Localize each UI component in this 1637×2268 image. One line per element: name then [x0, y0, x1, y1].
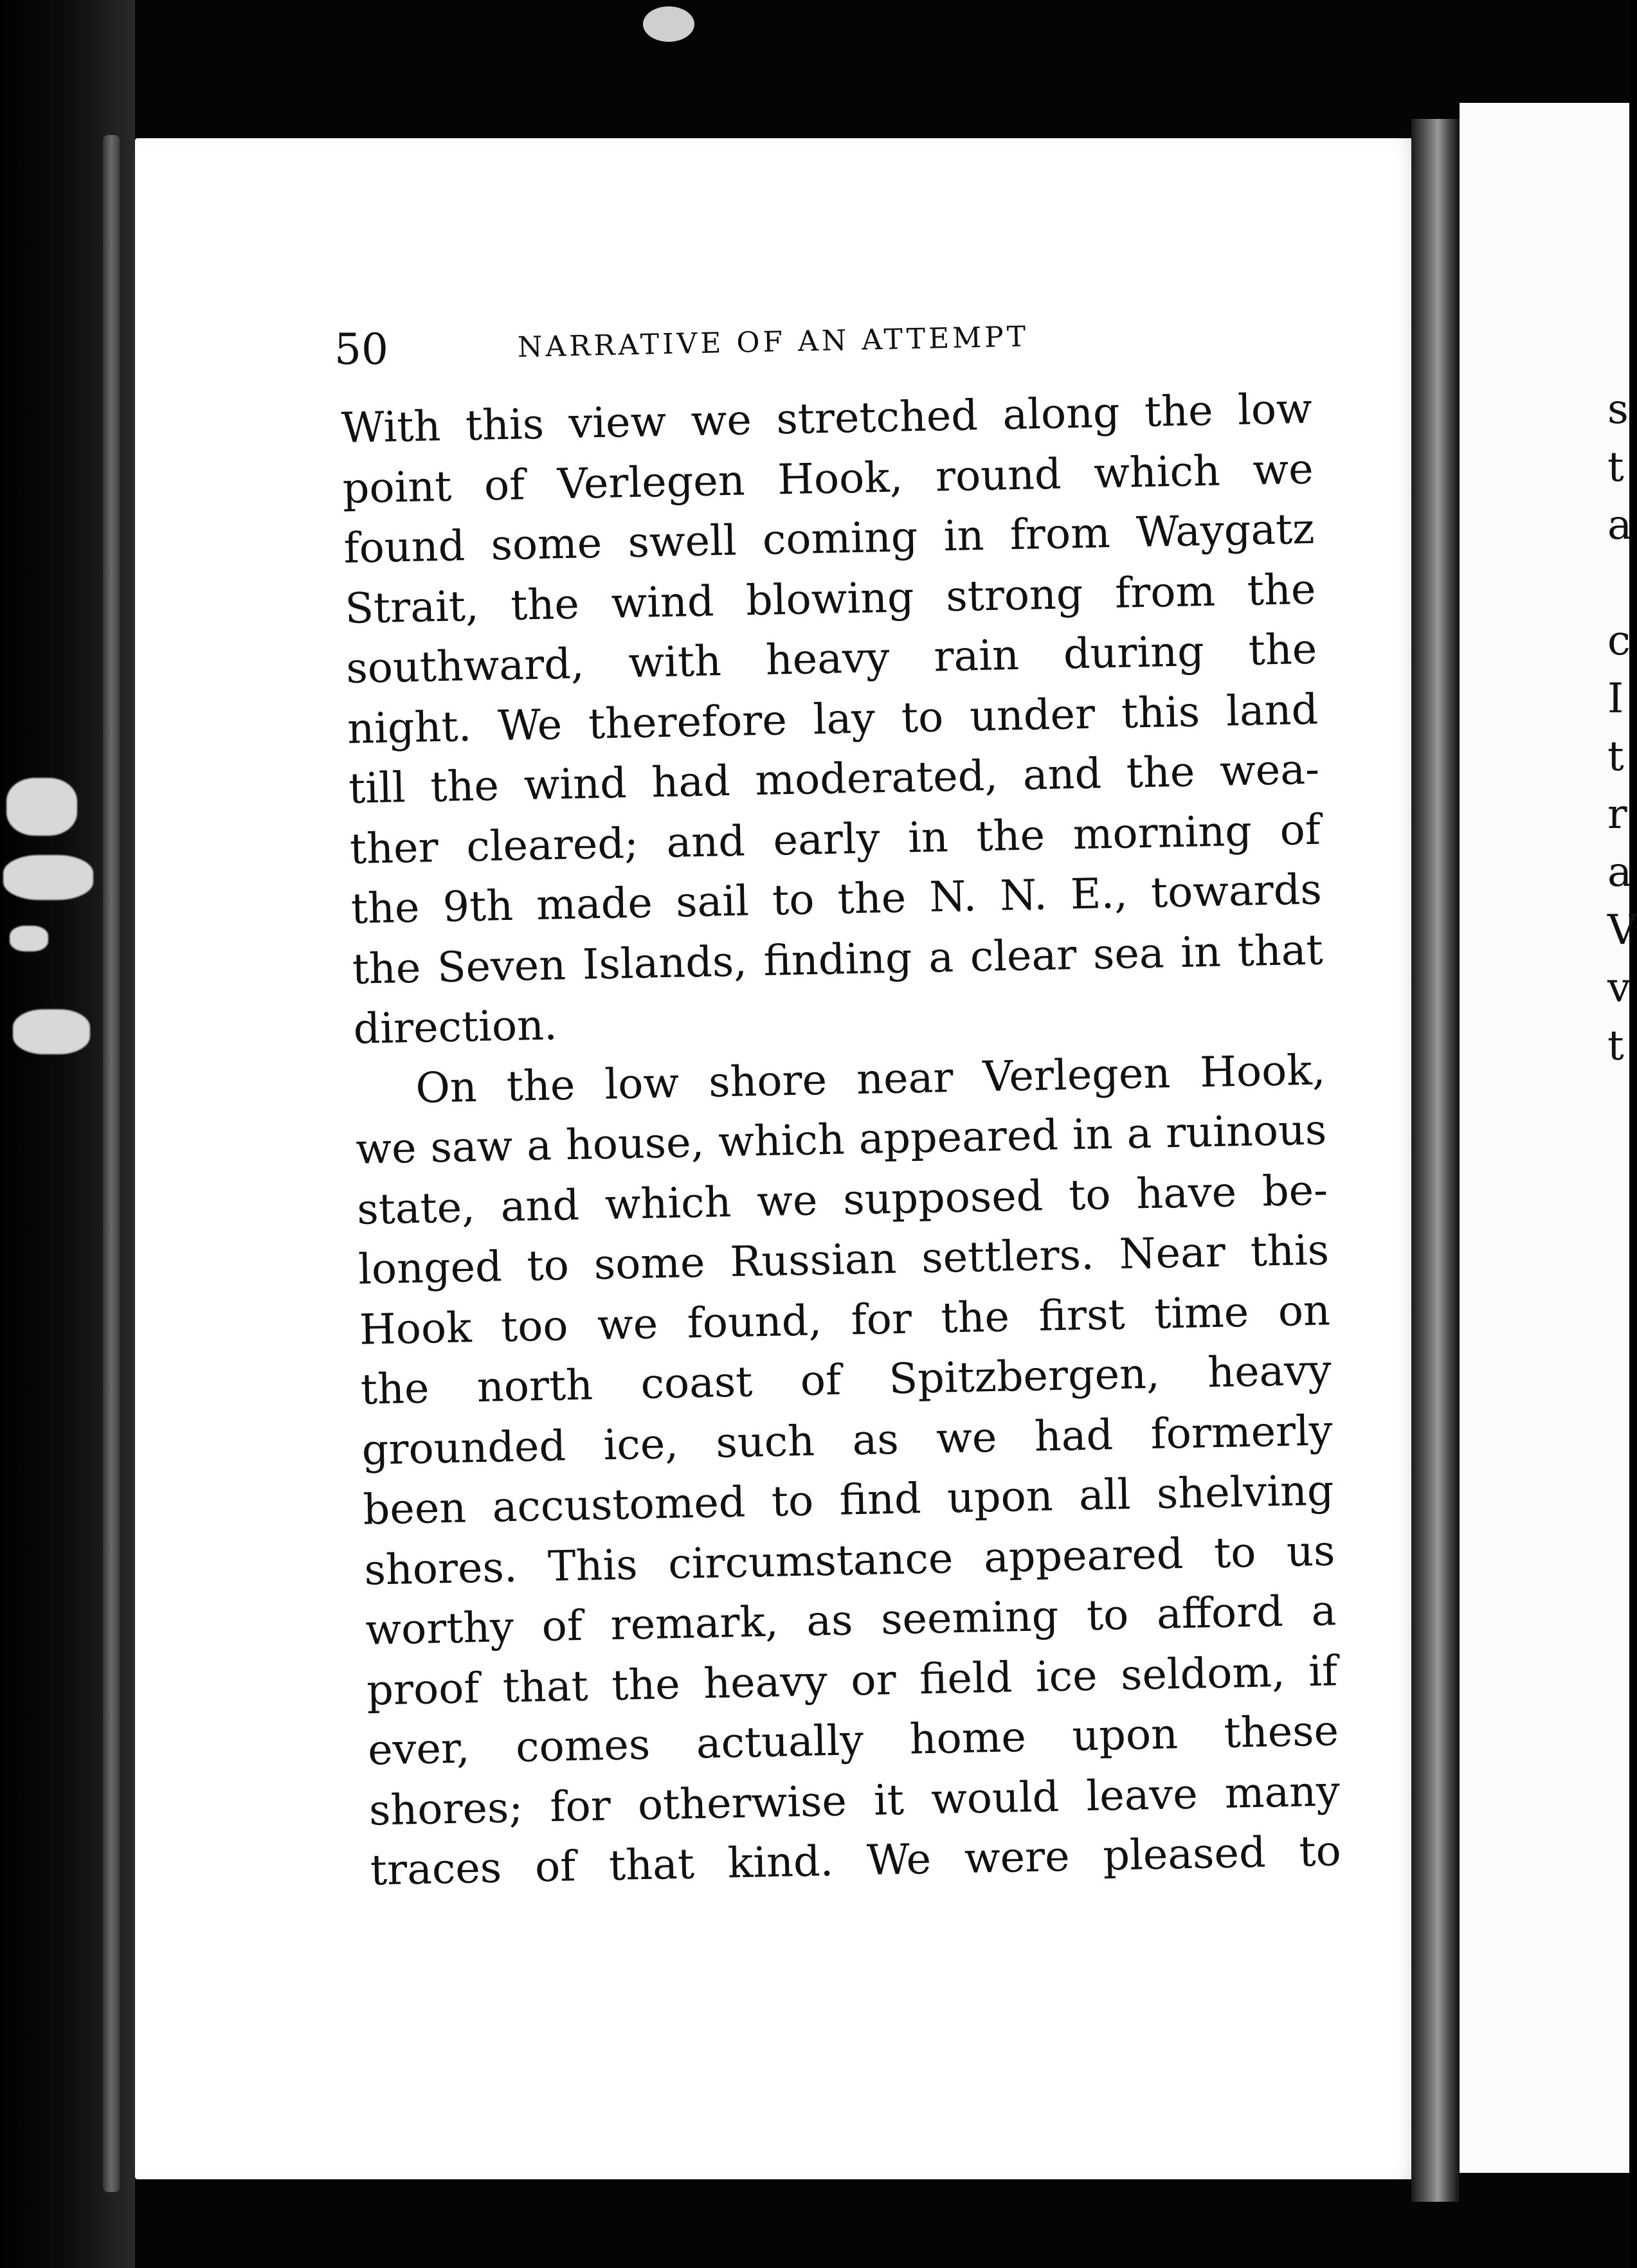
next-page-fragment: t	[1607, 444, 1624, 491]
next-page-fragment: t	[1607, 733, 1624, 780]
next-page-fragment: v	[1607, 964, 1631, 1012]
text-line: shores; for otherwise it would leave many	[368, 1767, 1341, 1835]
text-line: ever, comes actually home upon these	[367, 1707, 1339, 1775]
text-line: state, and which we supposed to have be-	[356, 1166, 1328, 1234]
binding-edge	[103, 135, 120, 2192]
text-line: the Seven Islands, finding a clear sea in that	[352, 926, 1324, 994]
text-line: we saw a house, which appeared in a ruinous	[355, 1106, 1327, 1174]
next-page-edge	[1460, 103, 1637, 2173]
next-page-fragment: V	[1607, 906, 1637, 954]
text-line: Hook too we found, for the first time on	[359, 1286, 1331, 1354]
text-line: till the wind had moderated, and the wea-	[348, 745, 1320, 813]
text-line: the north coast of Spitzbergen, heavy	[360, 1346, 1332, 1414]
text-line: the 9th made sail to the N. N. E., towards	[350, 865, 1323, 933]
body-text	[341, 379, 1342, 1901]
next-page-fragment: I	[1607, 675, 1624, 723]
text-line: been accustomed to find upon all shelving	[362, 1466, 1335, 1534]
stain-mark	[643, 6, 694, 42]
stain-mark	[3, 855, 93, 900]
page-number: 50	[334, 325, 388, 374]
text-line: With this view we stretched along the low	[341, 384, 1313, 453]
text-line: shores. This circumstance appeared to us	[363, 1526, 1336, 1595]
stain-mark	[10, 926, 48, 951]
text-line: found some swell coming in from Waygatz	[343, 505, 1316, 573]
text-line: direction.	[352, 1001, 558, 1054]
left-binding	[0, 0, 135, 2268]
page-gutter	[1411, 119, 1460, 2202]
next-page-fragment: a	[1607, 849, 1632, 896]
text-line: grounded ice, such as we had formerly	[361, 1406, 1334, 1475]
text-line: southward, with heavy rain during the	[345, 625, 1317, 693]
text-line: On the low shore near Verlegen Hook,	[415, 1045, 1326, 1113]
stain-mark	[6, 778, 77, 836]
text-line: point of Verlegen Hook, round which we	[342, 445, 1314, 513]
next-page-fragment: r	[1607, 791, 1627, 838]
text-line: traces of that kind. We were pleased to	[370, 1827, 1342, 1895]
stain-mark	[13, 1009, 90, 1054]
next-page-fragment: c	[1607, 617, 1631, 665]
text-line: longed to some Russian settlers. Near this	[357, 1226, 1330, 1294]
text-line: ther cleared; and early in the morning of	[349, 806, 1321, 874]
next-page-fragment: s	[1607, 386, 1629, 433]
text-line: worthy of remark, as seeming to afford a	[365, 1587, 1337, 1655]
text-line: night. We therefore lay to under this land	[347, 685, 1319, 753]
next-page-fragment: a	[1607, 501, 1632, 549]
text-line: Strait, the wind blowing strong from the	[344, 565, 1317, 633]
running-head-title: NARRATIVE OF AN ATTEMPT	[517, 320, 1029, 364]
next-page-fragment: t	[1607, 1022, 1624, 1070]
text-line: proof that the heavy or field ice seldom, if	[366, 1646, 1338, 1715]
